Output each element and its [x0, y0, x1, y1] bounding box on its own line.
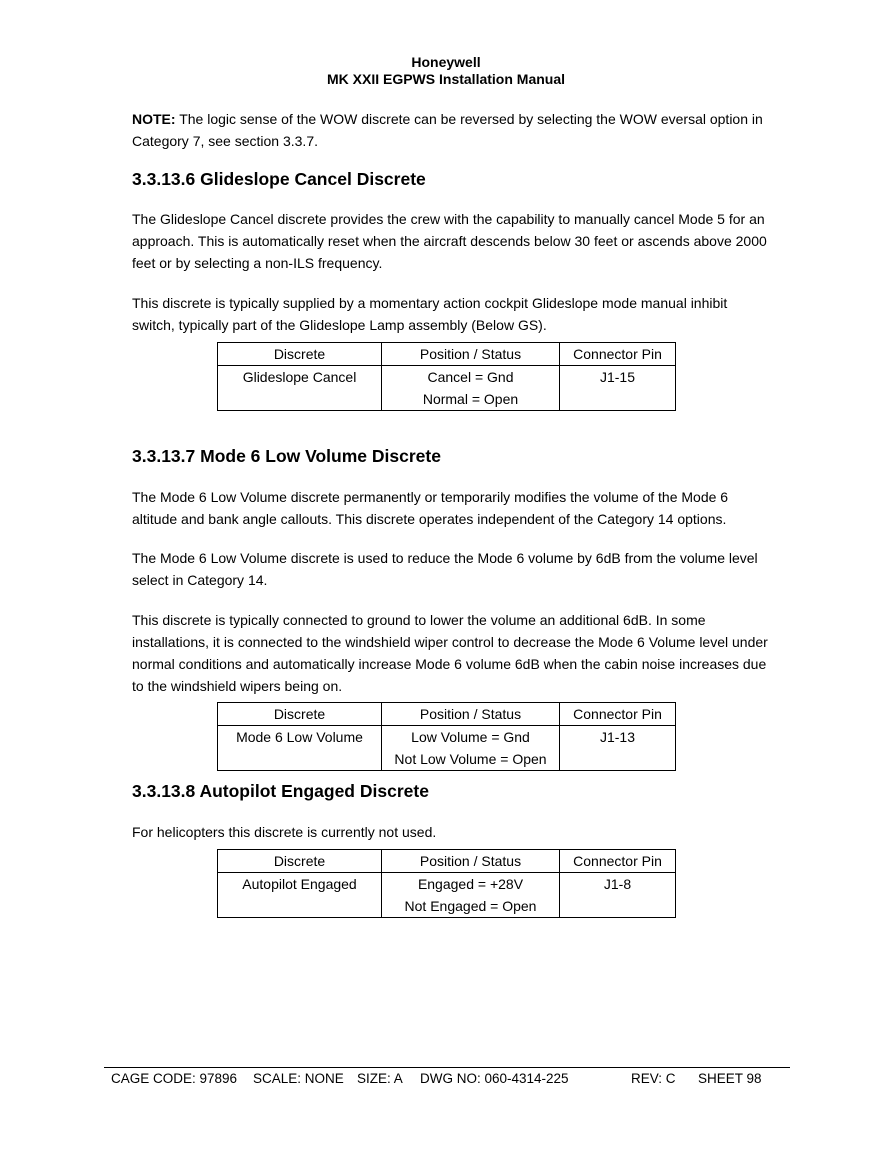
- status-line-2: Not Low Volume = Open: [394, 751, 547, 767]
- table-cell-connector-pin: J1-13: [560, 726, 676, 771]
- note-paragraph: [132, 108, 772, 152]
- footer-size: SIZE: A: [357, 1071, 403, 1086]
- table-header-connector-pin: Connector Pin: [560, 850, 676, 873]
- discrete-table-autopilot-engaged: [217, 849, 676, 918]
- note-text: The logic sense of the WOW discrete can be reversed by selecting the WOW eversal option in Category 7, see section 3.3.7.: [132, 111, 763, 149]
- section-paragraph: This discrete is typically connected to ground to lower the volume an additional 6dB. In some installations, it is connected to the windshield wiper control to decrease the Mode 6 Volume level under normal conditions and automatically increase Mode 6 volume 6dB when the cabin noise increases due to the windshield wipers being on.: [132, 612, 768, 694]
- note-label: NOTE:: [132, 111, 176, 127]
- footer-sheet: SHEET 98: [698, 1071, 762, 1086]
- table-header-discrete: Discrete: [218, 850, 382, 873]
- discrete-table-glideslope-cancel: [217, 342, 676, 411]
- status-line-1: Low Volume = Gnd: [411, 729, 530, 745]
- footer-rule: [104, 1067, 790, 1068]
- header-manual-title: MK XXII EGPWS Installation Manual: [326, 71, 566, 87]
- status-line-2: Normal = Open: [422, 391, 519, 407]
- table-cell-position-status: [382, 366, 560, 411]
- table-cell-discrete: Autopilot Engaged: [218, 873, 382, 918]
- table-row: [218, 366, 676, 411]
- footer-rev: REV: C: [631, 1071, 676, 1086]
- footer-scale: SCALE: NONE: [253, 1071, 344, 1086]
- status-line-1: Engaged = +28V: [417, 876, 524, 892]
- table-row: [218, 726, 676, 771]
- table-header-discrete: Discrete: [218, 343, 382, 366]
- table-header-position-status: Position / Status: [382, 703, 560, 726]
- table-cell-position-status: [382, 726, 560, 771]
- table-row: [218, 873, 676, 918]
- table-header-connector-pin: Connector Pin: [560, 343, 676, 366]
- footer-cage-code: CAGE CODE: 97896: [111, 1071, 238, 1086]
- table-cell-position-status: [382, 873, 560, 918]
- section-heading-autopilot-engaged: 3.3.13.8 Autopilot Engaged Discrete: [132, 781, 429, 801]
- page-header: [0, 54, 892, 88]
- table-header-position-status: Position / Status: [382, 850, 560, 873]
- header-company: Honeywell: [411, 54, 481, 70]
- table-header-position-status: Position / Status: [382, 343, 560, 366]
- section-paragraph: The Glideslope Cancel discrete provides the crew with the capability to manually cancel Mode 5 for an approach. This is automatically reset when the aircraft descends below 30 feet or ascends above 2000 feet or by selecting a non-ILS frequency.: [132, 211, 767, 271]
- status-line-2: Not Engaged = Open: [404, 898, 537, 914]
- table-header-discrete: Discrete: [218, 703, 382, 726]
- table-header-connector-pin: Connector Pin: [560, 703, 676, 726]
- section-paragraph: This discrete is typically supplied by a momentary action cockpit Glideslope mode manual inhibit switch, typically part of the Glideslope Lamp assembly (Below GS).: [132, 295, 728, 333]
- section-heading-mode6-low-volume: 3.3.13.7 Mode 6 Low Volume Discrete: [132, 446, 441, 466]
- section-heading-glideslope-cancel: 3.3.13.6 Glideslope Cancel Discrete: [132, 169, 426, 189]
- table-header-row: [218, 703, 676, 726]
- section-paragraph: For helicopters this discrete is currently not used.: [132, 824, 437, 840]
- table-cell-discrete: Glideslope Cancel: [218, 366, 382, 411]
- table-header-row: [218, 343, 676, 366]
- table-cell-connector-pin: J1-15: [560, 366, 676, 411]
- table-cell-connector-pin: J1-8: [560, 873, 676, 918]
- status-line-1: Cancel = Gnd: [427, 369, 514, 385]
- footer-dwg-no: DWG NO: 060-4314-225: [420, 1071, 569, 1086]
- table-header-row: [218, 850, 676, 873]
- table-cell-discrete: Mode 6 Low Volume: [218, 726, 382, 771]
- section-paragraph: The Mode 6 Low Volume discrete permanently or temporarily modifies the volume of the Mode 6 altitude and bank angle callouts. This discrete operates independent of the Category 14 options.: [132, 489, 729, 527]
- discrete-table-mode6-low-volume: [217, 702, 676, 771]
- section-paragraph: The Mode 6 Low Volume discrete is used to reduce the Mode 6 volume by 6dB from the volume level select in Category 14.: [132, 550, 758, 588]
